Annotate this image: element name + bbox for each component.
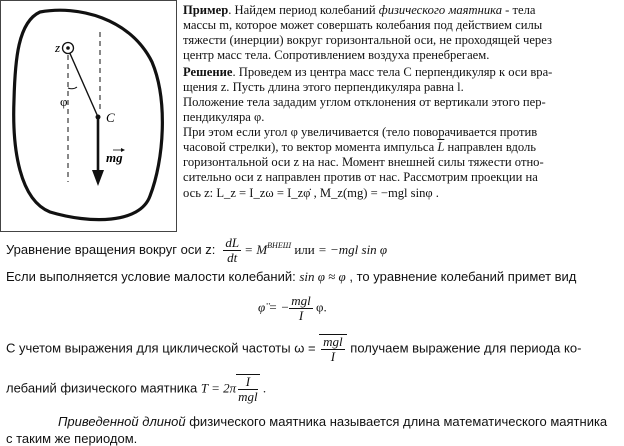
angular-momentum-symbol: $\overline{L}$ xyxy=(437,140,445,154)
solution-line-6: часовой стрелки), то вектор момента импульса $\overline{L}$ направлен вдоль xyxy=(183,140,537,154)
period-lhs: T = 2π xyxy=(200,380,237,396)
solution-line-8: сительно оси z направлен против от нас. Рассмотрим проекции на xyxy=(183,170,538,184)
rotation-label: Уравнение вращения вокруг оси z: xyxy=(6,242,216,258)
label-mg: mg xyxy=(106,150,123,165)
reduced-length-term: Приведенной длиной xyxy=(58,414,186,429)
frequency-row: С учетом выражения для циклической частоты ω = $\frac{\text{mgl}}{I}$ получаем выражение для периода ко- xyxy=(6,334,582,364)
example-heading: Пример xyxy=(183,3,229,17)
motion-equation: φ̈ = − $\frac{\text{mgl}}{I}$ φ. xyxy=(258,293,327,323)
example-line-3: тяжести (инерции) вокруг горизонтальной оси, не проходящей через xyxy=(183,33,552,47)
reduced-length-line-1: Приведенной длиной физического маятника называется длина математического маятника xyxy=(58,414,608,429)
label-z: z xyxy=(55,40,61,55)
rotation-fraction: $\frac{dL}{dt}$ xyxy=(225,235,240,265)
period-sqrt: $\frac{I}{\text{mgl}}$ xyxy=(238,374,258,404)
frequency-sqrt: $\frac{\text{mgl}}{I}$ xyxy=(319,334,347,364)
reduced-length-line-2: с таким же периодом. xyxy=(6,431,138,446)
period-row: лебаний физического маятника T = 2π $\frac{I}{\text{mgl}}$ . xyxy=(6,374,267,404)
motion-fraction: $\frac{\text{mgl}}{I}$ xyxy=(291,293,311,323)
solution-line-5: При этом если угол φ увеличивается (тело поворачивается против xyxy=(183,125,538,139)
physical-pendulum-term: физического маятника xyxy=(378,3,503,17)
rotation-equation-row: Уравнение вращения вокруг оси z: $\frac{dL}{dt}$ = $M^{ВНЕШ}$ или = −mgl sin φ xyxy=(6,235,388,265)
pendulum-figure xyxy=(0,0,178,232)
solution-line-1: Решение. Проведем из центра масс тела C перпендикуляр к оси вра- xyxy=(183,65,553,79)
example-line-1: Пример. Найдем период колебаний физического маятника - тела xyxy=(183,3,536,17)
label-phi: φ xyxy=(60,94,68,109)
axis-z-dot xyxy=(66,46,70,50)
solution-line-4: пендикуляра φ. xyxy=(183,110,265,124)
small-oscillation-row: Если выполняется условие малости колебаний: sin φ ≈ φ , то уравнение колебаний примет вид xyxy=(6,269,577,284)
example-line-2: массы m, которое может совершать колебания под действием силы xyxy=(183,18,543,32)
solution-line-7: горизонтальной оси z на нас. Момент внешней силы тяжести отно- xyxy=(183,155,544,169)
solution-heading: Решение xyxy=(183,65,233,79)
label-c: C xyxy=(106,110,115,125)
small-angle-condition: sin φ ≈ φ xyxy=(299,269,346,284)
solution-line-2: щения z. Пусть длина этого перпендикуляра равна l. xyxy=(183,80,464,94)
solution-line-3: Положение тела зададим углом отклонения от вертикали этого пер- xyxy=(183,95,546,109)
solution-line-9: ось z: L_z = I_zω = I_zφ̇ , M_z(mg) = −mgl sinφ . xyxy=(183,186,439,200)
example-line-4: центр масс тела. Сопротивлением воздуха пренебрегаем. xyxy=(183,48,490,62)
rotation-equation-rhs: = −mgl sin φ xyxy=(317,242,388,258)
